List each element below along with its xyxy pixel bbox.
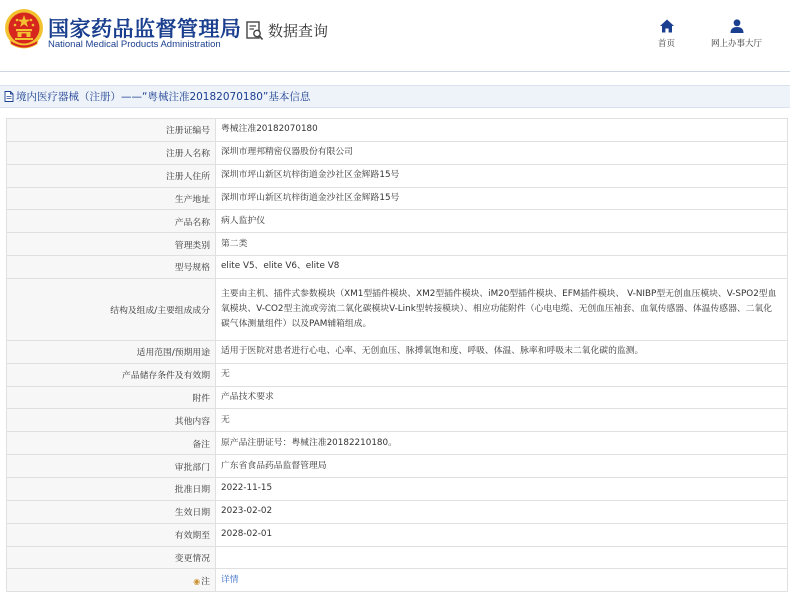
table-row	[7, 340, 788, 363]
field-label: 生效日期	[7, 500, 216, 523]
field-value: 深圳市坪山新区坑梓街道金沙社区金辉路15号	[216, 187, 788, 210]
table-row	[7, 119, 788, 142]
field-value: 深圳市坪山新区坑梓街道金沙社区金辉路15号	[216, 164, 788, 187]
note-label: 注	[201, 576, 210, 587]
data-query-heading	[246, 20, 328, 41]
field-label: 有效期至	[7, 523, 216, 546]
field-label: 管理类别	[7, 233, 216, 256]
field-label: 注册人住所	[7, 164, 216, 187]
field-label: 注册人名称	[7, 141, 216, 164]
table-row	[7, 386, 788, 409]
field-value: 无	[216, 409, 788, 432]
field-value: elite V5、elite V6、elite V8	[216, 256, 788, 279]
field-label: 备注	[7, 432, 216, 455]
table-row	[7, 164, 788, 187]
field-value: 主要由主机、插件式参数模块（XM1型插件模块、XM2型插件模块、iM20型插件模块、EFM插件模块、 V-NIBP型无创血压模块、V-SPO2型血氧模块、V-CO2型主流或旁流二氧化碳模块V-Link型转接模块）、相应功能附件（心电电缆、无创血压袖套、血氧传感器、体温传感器、二氧化碳气体测量组件）以及PAM辅箱组成。	[216, 278, 788, 340]
table-row	[7, 278, 788, 340]
home-icon	[659, 18, 675, 34]
field-label: 审批部门	[7, 455, 216, 478]
table-row	[7, 141, 788, 164]
field-value: 2028-02-01	[216, 523, 788, 546]
field-value: 深圳市理邦精密仪器股份有限公司	[216, 141, 788, 164]
field-value	[216, 546, 788, 569]
field-value: 广东省食品药品监督管理局	[216, 455, 788, 478]
nav-home-label: 首页	[658, 39, 676, 49]
national-emblem-icon[interactable]	[4, 6, 44, 52]
field-value: 病人监护仪	[216, 210, 788, 233]
pin-icon: ◉	[193, 576, 201, 586]
table-row	[7, 569, 788, 592]
table-row	[7, 409, 788, 432]
table-row	[7, 455, 788, 478]
site-header	[0, 0, 790, 66]
table-row	[7, 500, 788, 523]
org-name-cn: 国家药品监督管理局	[48, 17, 242, 41]
table-row	[7, 210, 788, 233]
field-value-note	[216, 569, 788, 592]
nav-home[interactable]	[658, 18, 675, 49]
field-label: 其他内容	[7, 409, 216, 432]
field-label: 生产地址	[7, 187, 216, 210]
field-value: 第二类	[216, 233, 788, 256]
document-search-icon	[246, 21, 264, 41]
org-name-en: National Medical Products Administration	[48, 39, 221, 50]
field-label: 适用范围/预期用途	[7, 340, 216, 363]
table-row	[7, 187, 788, 210]
basic-info-table	[6, 118, 788, 592]
table-row	[7, 363, 788, 386]
field-label: 批准日期	[7, 477, 216, 500]
table-row	[7, 233, 788, 256]
record-title: 境内医疗器械（注册）——“粤械注准20182070180”基本信息	[16, 91, 311, 103]
field-value: 原产品注册证号：粤械注准20182210180。	[216, 432, 788, 455]
nav-online-service-hall[interactable]	[711, 18, 762, 49]
field-label: 注册证编号	[7, 119, 216, 142]
table-row	[7, 546, 788, 569]
table-row	[7, 523, 788, 546]
field-label: 结构及组成/主要组成成分	[7, 278, 216, 340]
field-label: 变更情况	[7, 546, 216, 569]
field-value: 产品技术要求	[216, 386, 788, 409]
document-icon	[4, 91, 14, 102]
field-label: 产品储存条件及有效期	[7, 363, 216, 386]
field-label: 型号规格	[7, 256, 216, 279]
table-row	[7, 256, 788, 279]
field-value: 无	[216, 363, 788, 386]
field-label-note	[7, 569, 216, 592]
field-value: 粤械注准20182070180	[216, 119, 788, 142]
table-row	[7, 432, 788, 455]
field-label: 产品名称	[7, 210, 216, 233]
field-value: 2022-11-15	[216, 477, 788, 500]
data-query-label: 数据查询	[268, 22, 329, 40]
header-divider	[0, 71, 790, 72]
user-icon	[729, 18, 745, 34]
record-title-bar	[0, 85, 790, 108]
details-link[interactable]: 详情	[221, 574, 239, 585]
field-value: 2023-02-02	[216, 500, 788, 523]
field-label: 附件	[7, 386, 216, 409]
nav-online-service-hall-label: 网上办事大厅	[711, 39, 763, 49]
field-value: 适用于医院对患者进行心电、心率、无创血压、脉搏氧饱和度、呼吸、体温、脉率和呼吸末二氧化碳的监测。	[216, 340, 788, 363]
table-row	[7, 477, 788, 500]
